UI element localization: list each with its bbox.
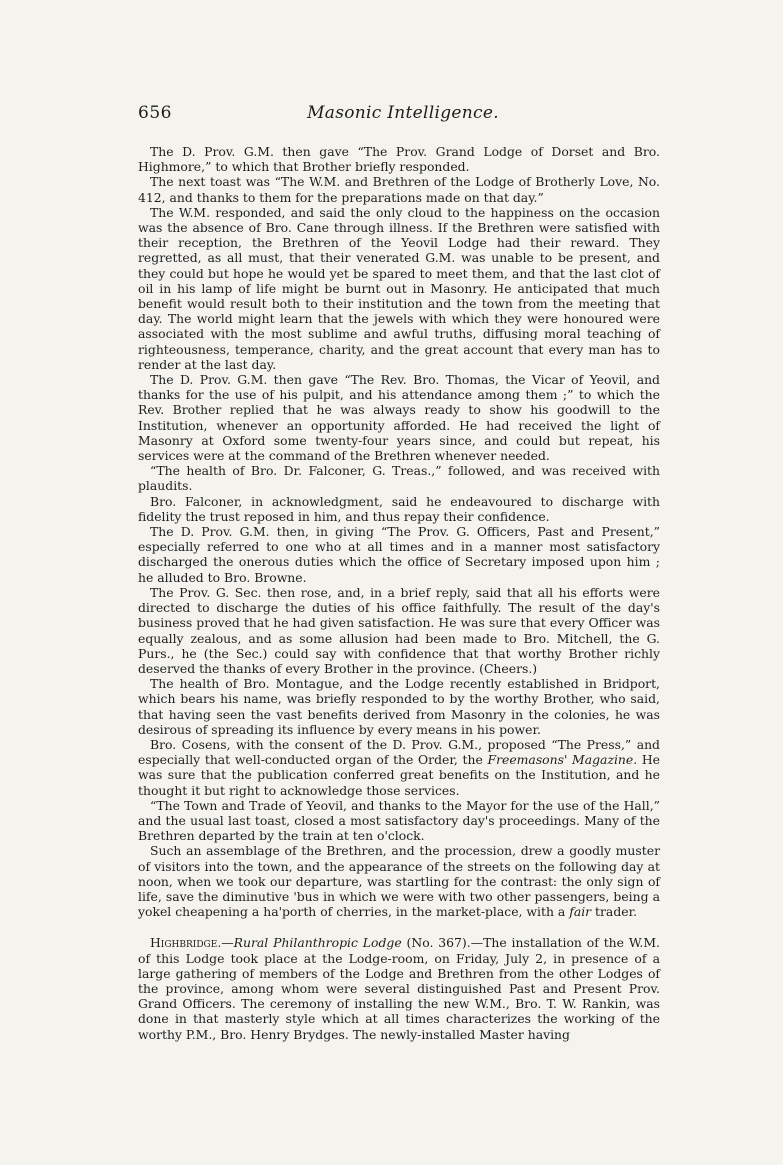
lodge-name: Rural Philanthropic Lodge — [233, 935, 402, 951]
paragraph: Bro. Falconer, in acknowledgment, said he endeavoured to discharge with fidelity the trust reposed in him, and thus repay their confidence. — [138, 493, 660, 524]
paragraph: The health of Bro. Montague, and the Lodge recently established in Bridport, which bears his name, was briefly responded to by the worthy Brother, who said, that having seen the vast benefits derived from Masonry in the colonies, he was desirous of spreading its influence by every means in his power. — [138, 676, 660, 737]
running-title: Masonic Intelligence. — [307, 103, 499, 123]
paragraph: The D. Prov. G.M. then gave “The Rev. Bro. Thomas, the Vicar of Yeovil, and thanks for the use of his pulpit, and his attendance among them ;” to which the Rev. Brother replied that he was always ready to show his goodwill to the Institution, whenever an opportunity afforded. He had received the light of Masonry at Oxford some twenty-four years since, and could but repeat, his services were at the command of the Brethren whenever needed. — [138, 372, 660, 464]
paragraph: The D. Prov. G.M. then gave “The Prov. Grand Lodge of Dorset and Bro. Highmore,” to which that Brother briefly responded. — [138, 144, 660, 175]
highbridge-paragraph — [138, 935, 660, 1041]
place-name: Highbridge. — [150, 935, 222, 951]
paragraph: The W.M. responded, and said the only cloud to the happiness on the occasion was the absence of Bro. Cane through illness. If the Brethren were satisfied with their reception, the Brethren of the Yeovil Lodge had their reward. They regretted, as all must, that their venerated G.M. was unable to be present, and they could but hope he would yet be spared to meet them, and that the last clot of oil in his lamp of life might be burnt out in Masonry. He anticipated that much benefit would result both to their institution and the town from the meeting that day. The world might learn that the jewels with which they were honoured were associated with the most sublime and awful truths, diffusing moral teaching of righteousness, temperance, charity, and the great account that every man has to render at the last day. — [138, 204, 660, 372]
assemblage-paragraph — [138, 843, 660, 919]
page-number: 656 — [138, 103, 172, 123]
lodge-number: (No. 367). — [401, 935, 471, 951]
page-header — [138, 103, 668, 129]
press-paragraph — [138, 737, 660, 798]
text-run: He was sure that the publication conferred great benefits on the Institution, and he thought it but right to acknowledge those services. — [138, 752, 660, 798]
paragraph: The Prov. G. Sec. then rose, and, in a brief reply, said that all his efforts were directed to discharge the duties of his office faithfully. The result of the day's business proved that he had given satisfaction. He was sure that every Officer was equally zealous, and as some allusion had been made to Bro. Mitchell, the G. Purs., he (the Sec.) could say with confidence that that worthy Brother richly deserved the thanks of every Brother in the province. (Cheers.) — [138, 584, 660, 676]
dash: — — [221, 935, 234, 951]
paragraph: “The health of Bro. Dr. Falconer, G. Treas.,” followed, and was received with plaudits. — [138, 463, 660, 494]
magazine-title: Freemasons' Magazine. — [487, 752, 638, 768]
dash: — — [470, 935, 484, 951]
article-body — [138, 144, 660, 1042]
text-run: Bro. Cosens, with the consent of the D. Prov. G.M., proposed “The Press,” and especially that well-conducted organ of the Order, the — [138, 736, 660, 768]
text-run: Such an assemblage of the Brethren, and the procession, drew a goodly muster of visitors into the town, and the appearance of the streets on the following day at noon, when we took our departure, was startling for the contrast: the only sign of life, save the diminutive 'bus in which we were with two other passengers, being a yokel cheapening a ha'porth of cherries, in the market-place, with a — [138, 843, 660, 920]
paragraph: “The Town and Trade of Yeovil, and thanks to the Mayor for the use of the Hall,” and the usual last toast, closed a most satisfactory day's proceedings. Many of the Brethren departed by the train at ten o'clock. — [138, 797, 660, 844]
paragraph: The next toast was “The W.M. and Brethren of the Lodge of Brotherly Love, No. 412, and thanks to them for the preparations made on that day.” — [138, 174, 660, 205]
italic-word: fair — [569, 904, 592, 920]
text-run: The installation of the W.M. of this Lodge took place at the Lodge-room, on Friday, July 2, in presence of a large gathering of members of the Lodge and Brethren from the other Lodges of the province, among whom were several distinguished Past and Present Prov. Grand Officers. The ceremony of installing the new W.M., Bro. T. W. Rankin, was done in that masterly style which at all times characterizes the working of the worthy P.M., Bro. Henry Brydges. The newly-installed Master having — [138, 935, 661, 1042]
text-run: trader. — [591, 904, 638, 920]
paragraph: The D. Prov. G.M. then, in giving “The Prov. G. Officers, Past and Present,” especially referred to one who at all times and in a manner most satisfactory discharged the onerous duties which the office of Secretary imposed upon him ; he alluded to Bro. Browne. — [138, 524, 660, 585]
